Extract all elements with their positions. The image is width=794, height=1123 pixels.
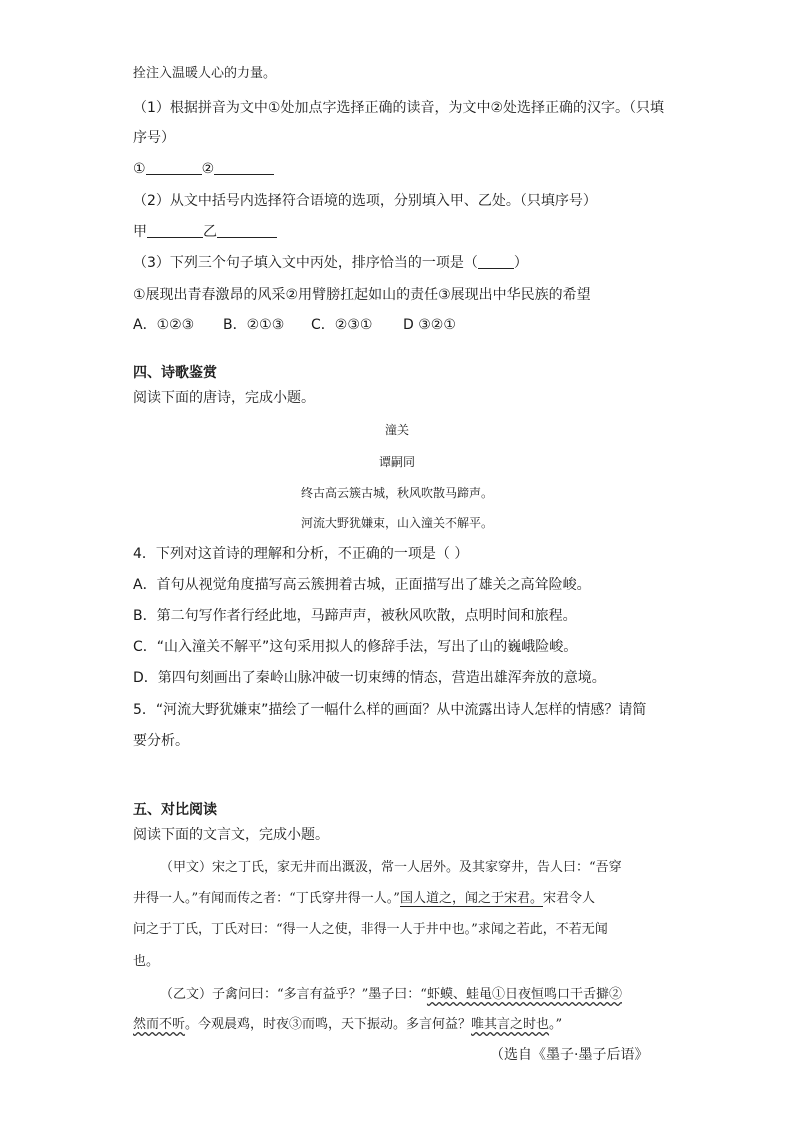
answer-blank-yi[interactable] [217,223,277,238]
q3-sentences: ①展现出青春激昂的风采②用臂膀扛起如山的责任③展现出中华民族的希望 [133,287,591,303]
q3-prompt: （3）下列三个句子填入文中丙处，排序恰当的一项是（ ） [133,255,528,271]
passage-jia-line-2: 井得一人。”有闻而传之者：“丁氏穿井得一人。”国人道之，闻之于宋君。宋君令人 [133,891,595,906]
option-d: D ③②① [403,317,456,333]
q4-option-d: D．第四句刻画出了秦岭山脉冲破一切束缚的情态，营造出雄浑奔放的意境。 [133,670,606,686]
poem-author: 谭嗣同 [378,455,415,469]
poem-line-1: 终古高云簇古城，秋风吹散马蹄声。 [300,486,493,500]
section4-intro: 阅读下面的唐诗，完成小题。 [133,390,315,406]
q1-blanks [133,159,274,179]
q5-stem-cont: 要分析。 [133,733,189,749]
q4-option-a: A．首句从视觉角度描写高云簇拥着古城，正面描写出了雄关之高耸险峻。 [133,577,591,593]
q4-option-c: C．“山入潼关不解平”这句采用拟人的修辞手法，写出了山的巍峨险峻。 [133,639,578,655]
blank-2-label: ② [201,161,215,177]
passage-yi-line-1: （乙文）子禽问曰：“多言有益乎？”墨子曰：“虾蟆、蛙黾①日夜恒鸣口干舌擗② [160,987,622,1002]
q4-stem: 4．下列对这首诗的理解和分析，不正确的一项是（ ） [133,546,469,562]
passage-jia-line-4: 也。 [133,954,160,969]
answer-blank-jia[interactable] [147,223,203,238]
answer-blank-q3[interactable] [478,254,514,269]
poem-title: 潼关 [384,423,409,437]
blank-jia-label: 甲 [133,224,147,240]
wavy-underlined-text: 虾蟆、蛙黾①日夜恒鸣口干舌擗② [426,987,622,1002]
section5-intro: 阅读下面的文言文，完成小题。 [133,827,329,843]
passage-source: （选自《墨子·墨子后语》 [490,1047,649,1063]
q1-prompt: （1）根据拼音为文中①处加点字选择正确的读音，为文中②处选择正确的汉字。（只填 [133,100,665,116]
option-c: C．②③① [311,317,373,333]
passage-jia-line-3: 问之于丁氏，丁氏对曰：“得一人之使，非得一人于井中也。”求闻之若此，不若无闻 [133,922,608,937]
q4-option-b: B．第二句写作者行经此地，马蹄声声，被秋风吹散，点明时间和旅程。 [133,608,577,624]
q2-blanks [133,222,277,242]
option-a: A．①②③ [133,317,195,333]
q5-stem: 5．“河流大野犹嫌束”描绘了一幅什么样的画面？从中流露出诗人怎样的情感？请简 [133,702,647,718]
underlined-sentence: 国人道之，闻之于宋君。 [399,891,543,906]
blank-1-label: ① [133,161,146,177]
blank-yi-label: 乙 [203,224,217,240]
poem-line-2: 河流大野犹嫌束，山入潼关不解平。 [300,516,493,530]
q3-options [133,315,456,335]
q1-prompt-cont: 序号） [133,130,175,146]
answer-blank-2[interactable] [214,160,274,175]
answer-blank-1[interactable] [146,160,202,175]
section4-heading: 四、诗歌鉴赏 [133,365,217,381]
option-b: B．②①③ [223,317,285,333]
passage-jia-line-1: （甲文）宋之丁氏，家无井而出溉汲，常一人居外。及其家穿井，告人曰：“吾穿 [160,860,622,875]
top-line: 拴注入温暖人心的力量。 [133,66,277,81]
q2-prompt: （2）从文中括号内选择符合语境的选项，分别填入甲、乙处。（只填序号） [133,193,597,209]
section5-heading: 五、对比阅读 [133,802,217,818]
passage-yi-line-2: 然而不听。今观晨鸡，时夜③而鸣，天下振动。多言何益？唯其言之时也。” [133,1017,563,1032]
